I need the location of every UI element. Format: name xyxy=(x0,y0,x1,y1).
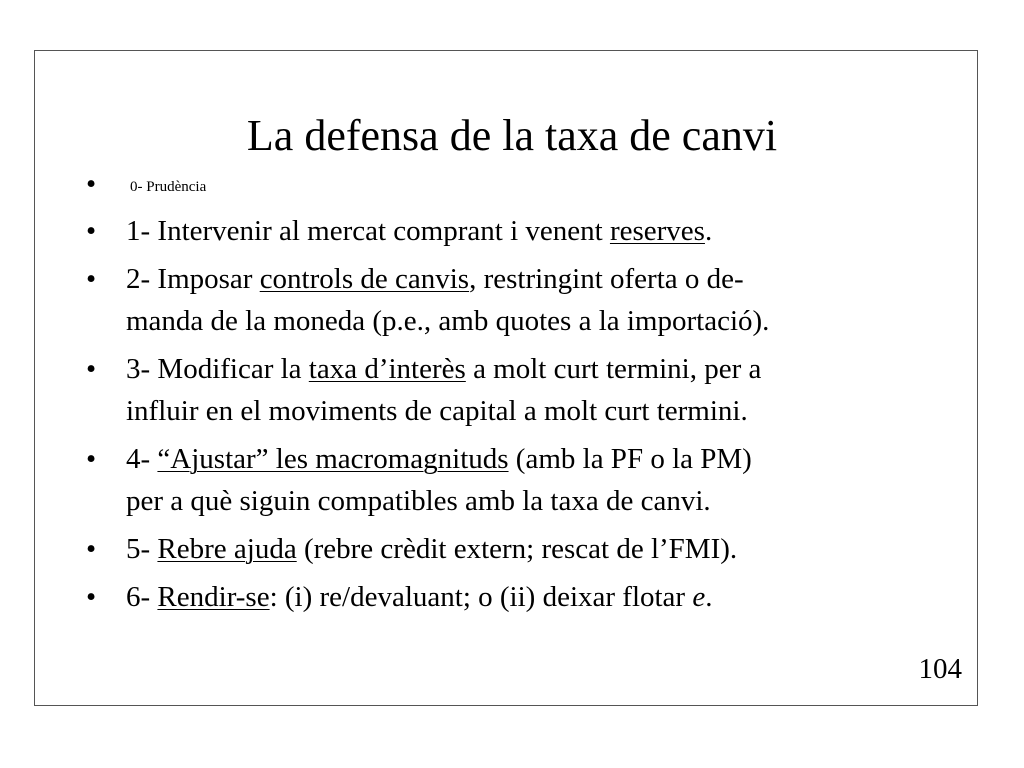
item-text-end: a molt curt termini, per a xyxy=(465,353,762,385)
underlined-term: Rendir-se xyxy=(157,581,270,613)
item-text: 5- xyxy=(126,533,158,565)
bullet-dot: • xyxy=(86,533,97,565)
item-text-end: (rebre crèdit extern; rescat de l’FMI). xyxy=(296,533,738,565)
underlined-term: Rebre ajuda xyxy=(157,533,297,565)
slide-title: La defensa de la taxa de canvi xyxy=(246,111,778,160)
list-item-interes xyxy=(86,348,956,432)
bullet-dot: • xyxy=(86,263,97,295)
item-text-period: . xyxy=(705,581,713,613)
item-text-line2: manda de la moneda (p.e., amb quotes a la importació). xyxy=(126,305,770,337)
underlined-term: reserves xyxy=(609,215,705,247)
page-number: 104 xyxy=(918,653,962,685)
bullet-dot: • xyxy=(86,443,97,475)
underlined-term: “Ajustar” les macromagnituds xyxy=(157,443,509,475)
list-item-reserves xyxy=(86,210,956,252)
item-text: 1- Intervenir al mercat comprant i venent xyxy=(126,215,610,247)
bullet-dot: • xyxy=(86,215,97,247)
item-text-end: , restringint oferta o de- xyxy=(469,263,744,295)
bullet-dot: • xyxy=(86,581,97,613)
underlined-term: taxa d’interès xyxy=(308,353,466,385)
item-text: 2- Imposar xyxy=(126,263,260,295)
list-item-prudencia xyxy=(86,168,956,202)
item-text: 0- Prudència xyxy=(130,179,207,195)
item-text-end: : (i) re/devaluant; o (ii) deixar flotar xyxy=(269,581,693,613)
item-text-line2: influir en el moviments de capital a molt curt termini. xyxy=(126,395,748,427)
list-item-controls xyxy=(86,258,956,342)
item-text: 3- Modificar la xyxy=(126,353,309,385)
bullet-list xyxy=(86,168,956,624)
underlined-term: controls de canvis xyxy=(259,263,470,295)
list-item-rendir xyxy=(86,576,956,618)
bullet-dot: • xyxy=(86,353,97,385)
list-item-ajustar xyxy=(86,438,956,522)
item-text: 4- xyxy=(126,443,158,475)
item-text: 6- xyxy=(126,581,158,613)
list-item-ajuda xyxy=(86,528,956,570)
item-text-end: . xyxy=(704,215,713,247)
item-text-end: (amb la PF o la PM) xyxy=(508,443,752,475)
italic-symbol: e xyxy=(692,581,706,613)
bullet-dot: • xyxy=(86,168,97,200)
item-text-line2: per a què siguin compatibles amb la taxa de canvi. xyxy=(126,485,711,517)
